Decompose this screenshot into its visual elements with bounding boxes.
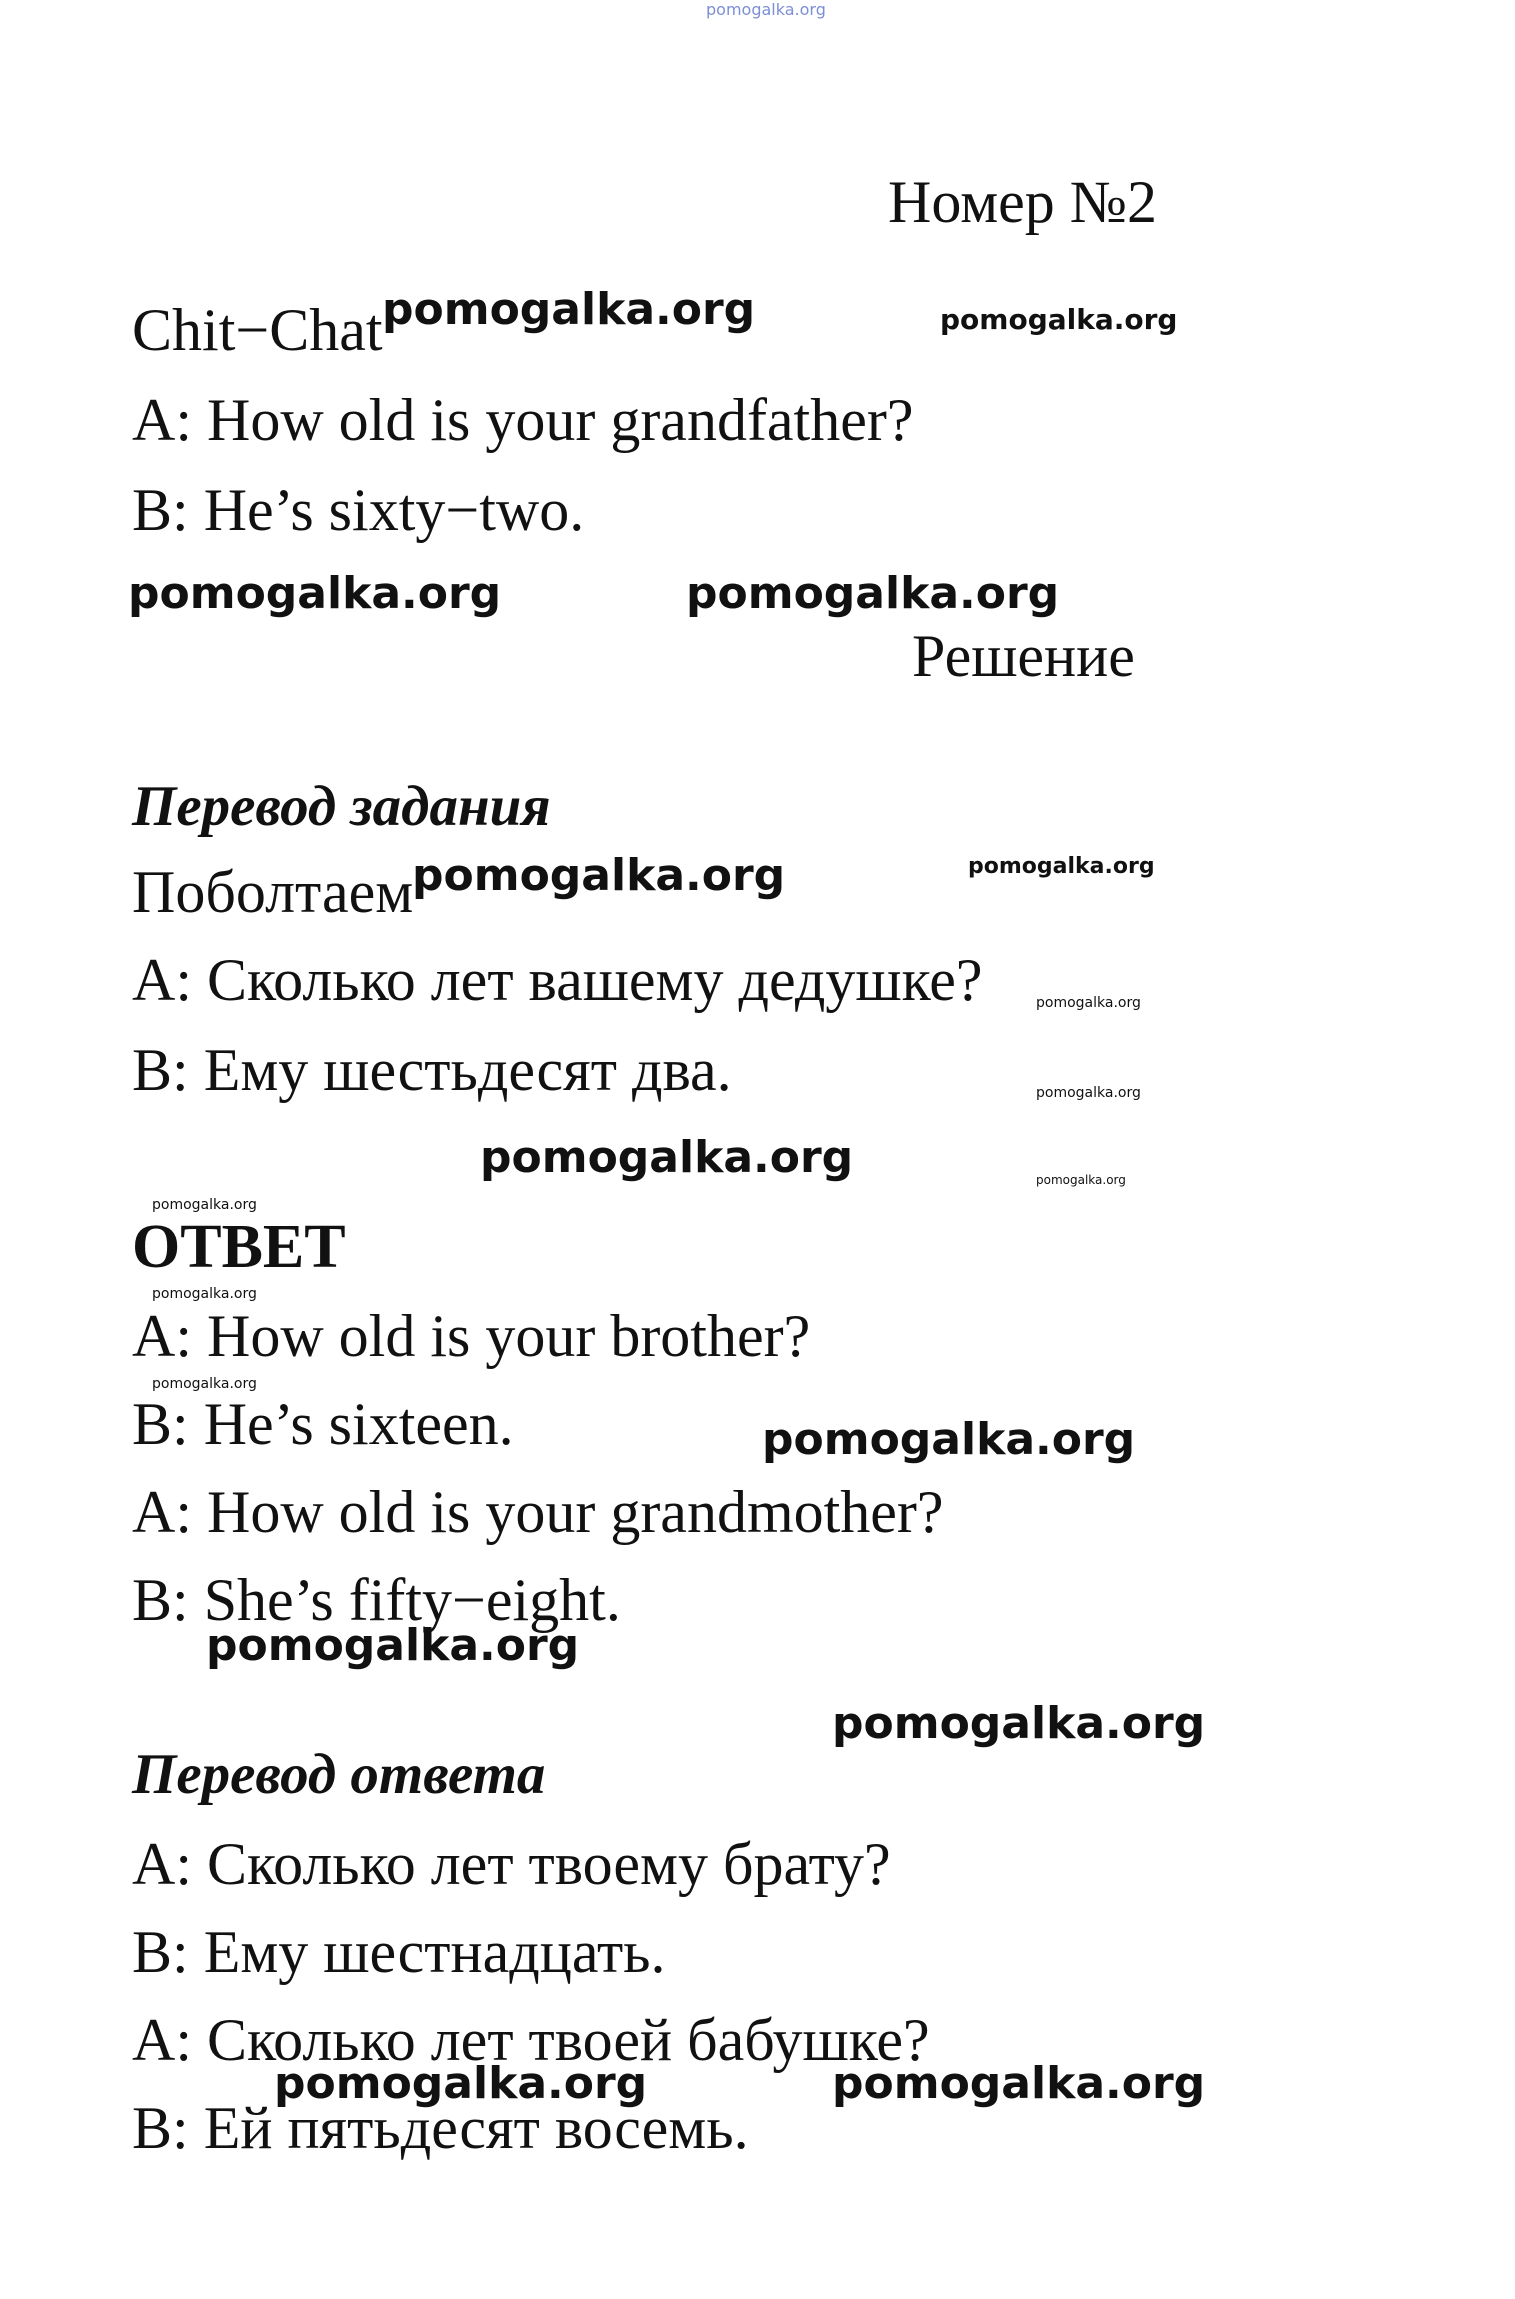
watermark: pomogalka.org [686, 568, 1060, 619]
watermark: pomogalka.org [762, 1414, 1136, 1465]
task-translation-line-a: A: Сколько лет вашему дедушке? [132, 947, 983, 1013]
watermark: pomogalka.org [152, 1286, 257, 1302]
watermark: pomogalka.org [832, 2058, 1206, 2109]
watermark: pomogalka.org [968, 854, 1155, 879]
answer-translation-line-1: A: Сколько лет твоему брату? [132, 1831, 891, 1897]
task-translation-heading: Перевод задания [132, 775, 551, 838]
answer-translation-line-4: B: Ей пятьдесят восемь. [132, 2095, 749, 2161]
answer-heading: ОТВЕТ [132, 1213, 346, 1281]
answer-line-2: B: He’s sixteen. [132, 1391, 514, 1457]
header-watermark: pomogalka.org [706, 0, 826, 19]
task-line-a: A: How old is your grandfather? [132, 387, 914, 453]
task-translation-line-b: B: Ему шестьдесят два. [132, 1037, 732, 1103]
watermark: pomogalka.org [832, 1698, 1206, 1749]
watermark: pomogalka.org [940, 303, 1178, 336]
answer-line-4: B: She’s fifty−eight. [132, 1567, 621, 1633]
task-line-b: B: He’s sixty−two. [132, 477, 585, 543]
answer-line-3: A: How old is your grandmother? [132, 1479, 944, 1545]
answer-translation-heading: Перевод ответа [132, 1743, 546, 1806]
watermark: pomogalka.org [1036, 995, 1141, 1011]
number-title: Номер №2 [888, 169, 1158, 235]
watermark: pomogalka.org [480, 1132, 854, 1183]
watermark: pomogalka.org [1036, 1173, 1126, 1187]
answer-translation-line-3: A: Сколько лет твоей бабушке? [132, 2007, 930, 2073]
answer-line-1: A: How old is your brother? [132, 1303, 811, 1369]
solution-label: Решение [912, 623, 1135, 689]
watermark: pomogalka.org [152, 1376, 257, 1392]
answer-translation-line-2: B: Ему шестнадцать. [132, 1919, 666, 1985]
task-title: Chit−Chat [132, 297, 383, 363]
watermark: pomogalka.org [274, 2058, 648, 2109]
watermark: pomogalka.org [412, 850, 786, 901]
watermark: pomogalka.org [1036, 1085, 1141, 1101]
watermark: pomogalka.org [206, 1620, 580, 1671]
watermark: pomogalka.org [152, 1197, 257, 1213]
task-translation-title: Поболтаем [132, 859, 414, 925]
watermark: pomogalka.org [128, 568, 502, 619]
watermark: pomogalka.org [382, 284, 756, 335]
